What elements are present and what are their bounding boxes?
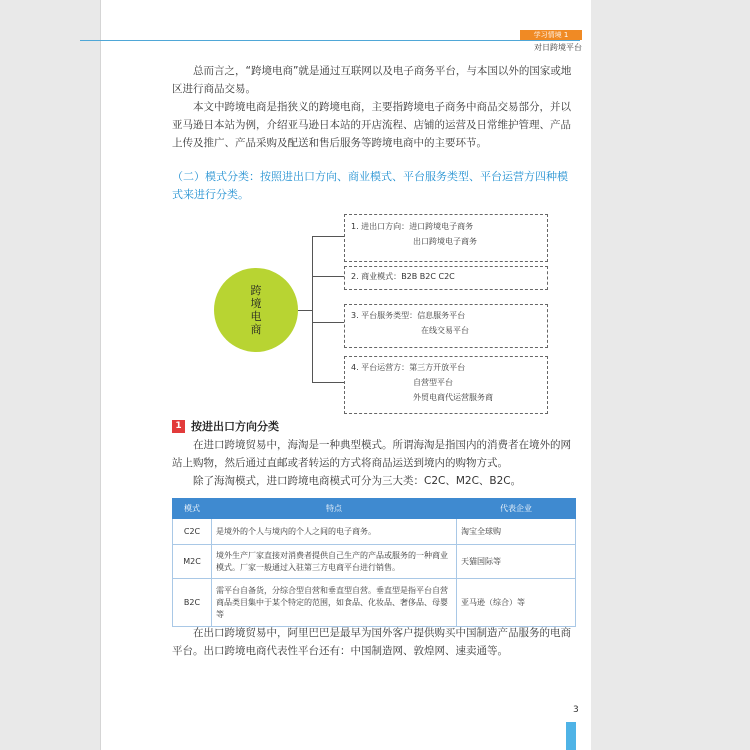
mode-box-service	[344, 304, 548, 348]
paragraph-1: 总而言之，“跨境电商”就是通过互联网以及电子商务平台，与本国以外的国家或地区进行商品交易。	[172, 65, 572, 95]
box-label: 3. 平台服务类型：	[351, 311, 418, 320]
mode-table	[172, 498, 576, 627]
table-cell-mode: M2C	[173, 545, 212, 579]
closing-paragraph: 在出口跨境贸易中，阿里巴巴是最早为国外客户提供购买中国制造产品服务的电商平台。出口跨境电商代表性平台还有：中国制造网、敦煌网、速卖通等。	[172, 627, 571, 657]
section-heading	[172, 418, 279, 434]
box-value: 自营型平台	[413, 378, 453, 387]
section-number-badge: 1	[172, 420, 185, 433]
table-header-cell: 代表企业	[457, 499, 576, 519]
connector-line	[312, 236, 313, 382]
mode-box-operator	[344, 356, 548, 414]
center-circle	[214, 268, 298, 352]
table-cell-mode: C2C	[173, 519, 212, 545]
table-cell-company: 天猫国际等	[457, 545, 576, 579]
connector-line	[312, 236, 344, 237]
section-subtitle: （二）模式分类：按照进出口方向、商业模式、平台服务类型、平台运营方四种模式来进行分类。	[172, 170, 568, 201]
mode-box-business	[344, 266, 548, 290]
table-cell-feature: 是境外的个人与境内的个人之间的电子商务。	[212, 519, 457, 545]
section-paragraph-2: 除了海淘模式，进口跨境电商模式可分为三大类：C2C、M2C、B2C。	[193, 475, 522, 487]
connector-line	[298, 310, 312, 311]
box-value: 信息服务平台	[417, 311, 466, 320]
box-value: 第三方开放平台	[409, 363, 466, 372]
header-tab: 学习情境 1	[520, 30, 582, 40]
table-cell-feature: 境外生产厂家直接对消费者提供自己生产的产品或服务的一种商业模式。厂家一般通过入驻第三方电商平台进行销售。	[212, 545, 457, 579]
box-label: 4. 平台运营方：	[351, 363, 410, 372]
section-paragraph-1: 在进口跨境贸易中，海淘是一种典型模式。所谓海淘是指国内的消费者在境外的网站上购物，然后通过直邮或者转运的方式将商品运送到境内的购物方式。	[172, 439, 571, 469]
box-value: 出口跨境电子商务	[413, 237, 477, 246]
box-value: 进口跨境电子商务	[409, 222, 474, 231]
table-row	[173, 545, 576, 579]
center-char: 商	[250, 323, 262, 336]
page-number: 3	[573, 705, 579, 715]
connector-line	[312, 276, 344, 277]
connector-line	[312, 322, 344, 323]
table-cell-feature: 需平台自备货，分综合型自营和垂直型自营。垂直型是指平台自营商品类目集中于某个特定的范围，如食品、化妆品、奢侈品、母婴等	[212, 579, 457, 627]
mode-box-direction	[344, 214, 548, 262]
center-char: 跨	[250, 284, 262, 297]
table-row	[173, 579, 576, 627]
table-header-cell: 模式	[173, 499, 212, 519]
header-rule	[80, 40, 580, 41]
table-cell-mode: B2C	[173, 579, 212, 627]
box-label: 2. 商业模式：	[351, 272, 402, 281]
center-char: 电	[250, 310, 262, 323]
header-subtitle: 对日跨境平台	[534, 43, 582, 52]
center-char: 境	[250, 297, 262, 310]
side-tab-bar	[566, 722, 576, 750]
table-header-cell: 特点	[212, 499, 457, 519]
box-label: 1. 进出口方向：	[351, 222, 410, 231]
paragraph-2: 本文中跨境电商是指狭义的跨境电商，主要指跨境电子商务中商品交易部分，并以亚马逊日本站为例，介绍亚马逊日本站的开店流程、店铺的运营及日常维护管理、产品上传及推广、产品采购及配送和售后服务等跨境电商中的主要环节。	[172, 101, 571, 149]
connector-line	[312, 382, 344, 383]
box-value: B2B B2C C2C	[401, 272, 455, 281]
table-header-row	[173, 499, 576, 519]
box-value: 外贸电商代运营服务商	[413, 393, 493, 402]
section-title-text: 按进出口方向分类	[191, 420, 279, 433]
box-value: 在线交易平台	[421, 326, 469, 335]
table-cell-company: 亚马逊（综合）等	[457, 579, 576, 627]
table-cell-company: 淘宝全球购	[457, 519, 576, 545]
table-row	[173, 519, 576, 545]
